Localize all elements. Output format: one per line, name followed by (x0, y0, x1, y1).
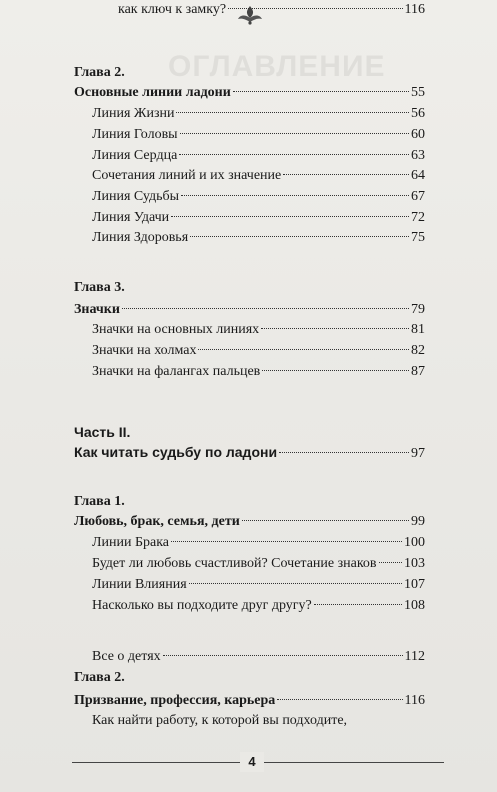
leader-dots (171, 541, 402, 542)
toc-page-number: 63 (411, 148, 425, 163)
chapter-heading: Глава 1. (74, 494, 125, 509)
leader-dots (233, 91, 409, 92)
toc-entry-title: Значки на фалангах пальцев (92, 364, 261, 379)
toc-entry-title: Значки на основных линиях (92, 322, 260, 337)
toc-entry-title: Линия Здоровья (92, 230, 189, 245)
toc-entry-title: Линия Сердца (92, 148, 178, 163)
toc-entry-title: Линия Судьбы (92, 189, 180, 204)
toc-entry-title: Все о детях (92, 649, 161, 664)
toc-entry[interactable] (0, 228, 497, 248)
toc-entry-title: Как читать судьбу по ладони (74, 444, 278, 460)
toc-entry-title: Насколько вы подходите друг другу? (92, 598, 312, 613)
leader-dots (176, 112, 409, 113)
toc-entry-title: Линия Удачи (92, 210, 170, 225)
ghost-heading-bleedthrough: ОГЛАВЛЕНИЕ (168, 50, 386, 83)
toc-entry[interactable] (0, 166, 497, 186)
toc-entry[interactable] (0, 187, 497, 207)
toc-page-number: 72 (411, 210, 425, 225)
leader-dots (314, 604, 402, 605)
leader-dots (171, 216, 409, 217)
toc-entry[interactable] (0, 320, 497, 340)
toc-chapter-entry[interactable] (0, 512, 497, 532)
toc-entry[interactable] (0, 104, 497, 124)
toc-chapter-entry[interactable] (0, 83, 497, 103)
toc-chapter-entry[interactable] (0, 691, 497, 711)
toc-page-number: 87 (411, 364, 425, 379)
leader-dots (181, 195, 409, 196)
leader-dots (179, 154, 409, 155)
toc-entry-title: Линии Брака (92, 535, 170, 550)
toc-page-number: 99 (411, 514, 425, 529)
leader-dots (277, 699, 402, 700)
leader-dots (379, 562, 402, 563)
toc-entry-title: Призвание, профессия, карьера (74, 693, 276, 708)
chapter-heading: Глава 2. (74, 670, 125, 685)
leader-dots (228, 8, 402, 9)
toc-page-number: 79 (411, 302, 425, 317)
toc-entry[interactable] (0, 341, 497, 361)
toc-page-number: 64 (411, 168, 425, 183)
toc-entry-title: Сочетания линий и их значение (92, 168, 282, 183)
toc-page-number: 107 (404, 577, 425, 592)
toc-entry-title: как ключ к замку? (118, 2, 227, 17)
page-number: 4 (240, 752, 264, 772)
chapter-heading: Глава 3. (74, 280, 125, 295)
chapter-heading: Глава 2. (74, 65, 125, 80)
toc-page-number: 116 (404, 2, 425, 17)
toc-entry[interactable] (0, 125, 497, 145)
toc-entry-title: Значки на холмах (92, 343, 197, 358)
toc-entry[interactable] (0, 575, 497, 595)
leader-dots (279, 452, 409, 453)
toc-page-number: 81 (411, 322, 425, 337)
toc-entry-title: Линии Влияния (92, 577, 187, 592)
toc-page-number: 116 (404, 693, 425, 708)
toc-page-number: 60 (411, 127, 425, 142)
toc-entry[interactable] (0, 146, 497, 166)
toc-page-number: 108 (404, 598, 425, 613)
leader-dots (242, 520, 409, 521)
toc-entry[interactable] (0, 0, 497, 20)
toc-entry-title: Основные линии ладони (74, 85, 231, 100)
toc-entry[interactable] (0, 208, 497, 228)
toc-entry[interactable] (0, 533, 497, 553)
chapter-heading: Часть II. (74, 424, 131, 440)
toc-entry[interactable] (0, 647, 497, 667)
leader-dots (283, 174, 409, 175)
toc-entry[interactable] (0, 554, 497, 574)
toc-page-number: 56 (411, 106, 425, 121)
toc-page-number: 75 (411, 230, 425, 245)
leader-dots (122, 308, 409, 309)
leader-dots (198, 349, 409, 350)
toc-entry-title: Линия Жизни (92, 106, 175, 121)
toc-page-number: 97 (411, 446, 425, 461)
toc-entry-title: Значки (74, 302, 120, 317)
toc-page-number: 103 (404, 556, 425, 571)
toc-entry[interactable] (0, 596, 497, 616)
leader-dots (261, 328, 409, 329)
toc-page-number: 112 (404, 649, 425, 664)
toc-chapter-entry[interactable] (0, 300, 497, 320)
toc-entry-title: Линия Головы (92, 127, 178, 142)
toc-page-number: 100 (404, 535, 425, 550)
leader-dots (180, 133, 409, 134)
leader-dots (190, 236, 409, 237)
toc-entry-title: Любовь, брак, семья, дети (74, 514, 240, 529)
leader-dots (163, 655, 403, 656)
leader-dots (189, 583, 402, 584)
toc-page-number: 67 (411, 189, 425, 204)
toc-page-number: 55 (411, 85, 425, 100)
toc-page-number: 82 (411, 343, 425, 358)
toc-entry[interactable] (0, 362, 497, 382)
toc-chapter-entry[interactable] (0, 442, 497, 462)
leader-dots (262, 370, 409, 371)
toc-entry-text: Как найти работу, к которой вы подходите, (92, 713, 348, 728)
toc-entry-title: Будет ли любовь счастливой? Сочетание знаков (92, 556, 377, 571)
